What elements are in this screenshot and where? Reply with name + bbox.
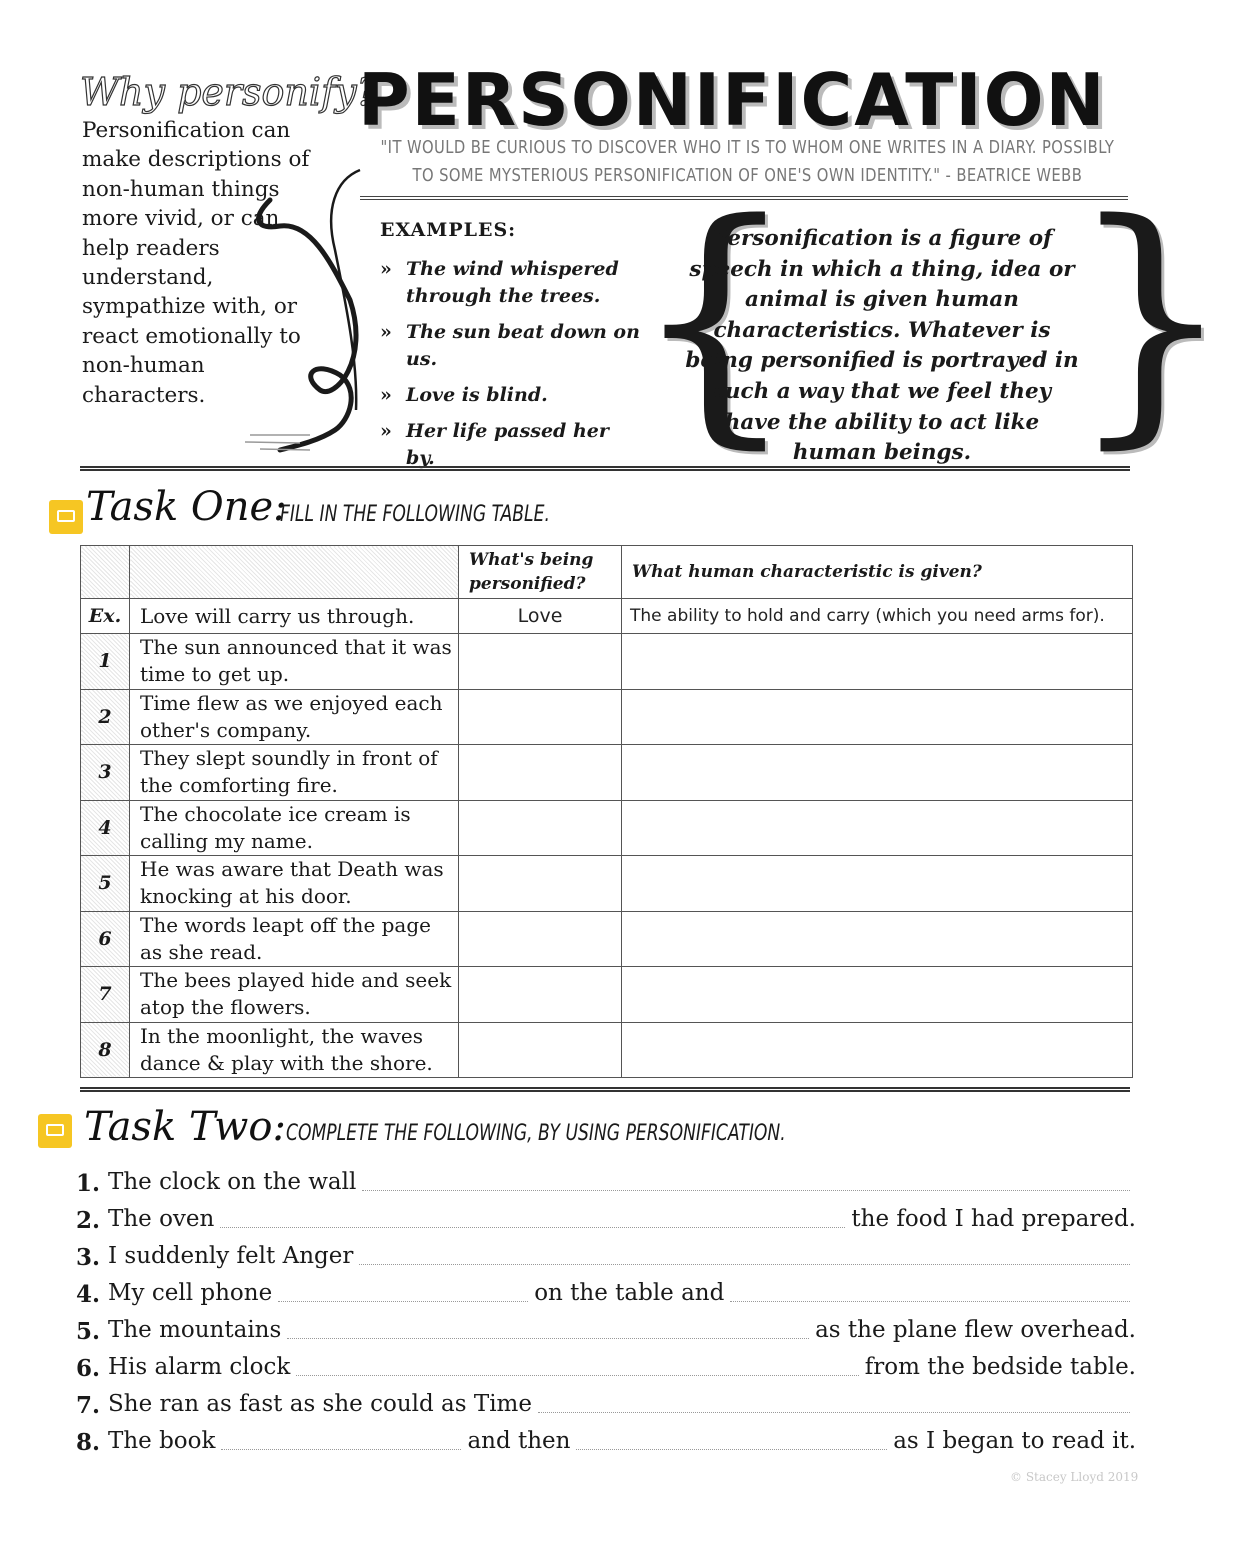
quote-line-2: TO SOME MYSTERIOUS PERSONIFICATION OF ONE'S OWN IDENTITY." - BEATRICE WEBB: [412, 165, 1083, 186]
answer-blank[interactable]: [359, 1263, 1130, 1265]
item-prompt: The mountains: [108, 1317, 282, 1343]
answer-cell-characteristic[interactable]: [622, 800, 1133, 856]
answer-cell-characteristic[interactable]: [622, 911, 1133, 967]
list-item: [76, 1419, 1136, 1456]
quote-line-1: "IT WOULD BE CURIOUS TO DISCOVER WHO IT IS TO WHOM ONE WRITES IN A DIARY. POSSIBLY: [380, 137, 1115, 158]
item-number: 2.: [76, 1207, 101, 1234]
comment-icon[interactable]: [49, 500, 83, 534]
section-divider: [80, 466, 1130, 471]
answer-cell-characteristic[interactable]: [622, 745, 1133, 801]
item-prompt: His alarm clock: [108, 1354, 291, 1380]
answer-blank[interactable]: [220, 1226, 845, 1228]
answer-cell-characteristic[interactable]: [622, 967, 1133, 1023]
answer-cell-characteristic[interactable]: [622, 856, 1133, 912]
row-sentence: Time flew as we enjoyed each other's company.: [130, 689, 459, 745]
item-middle: and then: [467, 1428, 571, 1454]
comment-icon[interactable]: [38, 1114, 72, 1148]
task-two-list: [76, 1160, 1136, 1456]
example-answer-personified: Love: [459, 599, 622, 634]
example-item: » The wind whispered through the trees.: [380, 256, 640, 310]
item-prompt: My cell phone: [108, 1280, 273, 1306]
task-one-table: [80, 545, 1133, 1078]
list-item: [76, 1234, 1136, 1271]
example-item: » Her life passed her by.: [380, 418, 640, 472]
row-number: 6: [81, 911, 130, 967]
list-item: [76, 1197, 1136, 1234]
row-sentence: The chocolate ice cream is calling my name.: [130, 800, 459, 856]
row-sentence: In the moonlight, the waves dance & play with the shore.: [130, 1022, 459, 1078]
answer-blank[interactable]: [278, 1300, 528, 1302]
table-row: [81, 800, 1133, 856]
item-prompt: I suddenly felt Anger: [108, 1243, 354, 1269]
task-two-instructions: COMPLETE THE FOLLOWING, BY USING PERSONIFICATION.: [286, 1121, 786, 1146]
table-row: [81, 745, 1133, 801]
copyright: © Stacey Lloyd 2019: [1010, 1470, 1139, 1484]
row-sentence: He was aware that Death was knocking at his door.: [130, 856, 459, 912]
item-prompt: The clock on the wall: [108, 1169, 357, 1195]
row-sentence: The bees played hide and seek atop the flowers.: [130, 967, 459, 1023]
table-row: [81, 856, 1133, 912]
answer-blank[interactable]: [576, 1448, 887, 1450]
item-prompt: She ran as fast as she could as Time: [108, 1391, 532, 1417]
list-item: [76, 1345, 1136, 1382]
page-title: PERSONIFICATION: [358, 58, 1107, 142]
task-one-instructions: FILL IN THE FOLLOWING TABLE.: [280, 502, 550, 527]
item-number: 3.: [76, 1244, 101, 1271]
row-sentence: The words leapt off the page as she read.: [130, 911, 459, 967]
definition-text: Personification is a figure of speech in which a thing, idea or animal is given human characteristics. Whatever is being personified is portrayed in such a way that we feel they have the ability to act like human beings.: [685, 226, 1079, 466]
answer-blank[interactable]: [362, 1189, 1130, 1191]
answer-cell-personified[interactable]: [459, 911, 622, 967]
answer-blank[interactable]: [221, 1448, 461, 1450]
answer-cell-personified[interactable]: [459, 856, 622, 912]
item-number: 6.: [76, 1355, 101, 1382]
item-ending: the food I had prepared.: [851, 1206, 1136, 1232]
table-row: [81, 911, 1133, 967]
item-ending: as the plane flew overhead.: [815, 1317, 1136, 1343]
examples-list: [380, 256, 640, 481]
item-ending: as I began to read it.: [893, 1428, 1136, 1454]
answer-cell-personified[interactable]: [459, 745, 622, 801]
answer-blank[interactable]: [287, 1337, 809, 1339]
item-prompt: The book: [108, 1428, 216, 1454]
right-brace-icon: }: [1068, 169, 1233, 471]
example-item: » Love is blind.: [380, 382, 640, 409]
row-sentence: The sun announced that it was time to get up.: [130, 634, 459, 690]
answer-cell-personified[interactable]: [459, 689, 622, 745]
item-middle: on the table and: [534, 1280, 725, 1306]
answer-cell-personified[interactable]: [459, 634, 622, 690]
table-row: [81, 689, 1133, 745]
item-number: 5.: [76, 1318, 101, 1345]
item-number: 7.: [76, 1392, 101, 1419]
list-item: [76, 1160, 1136, 1197]
row-number: 2: [81, 689, 130, 745]
left-brace-icon: {: [632, 169, 798, 471]
item-number: 1.: [76, 1170, 101, 1197]
item-number: 8.: [76, 1429, 101, 1456]
row-number: 1: [81, 634, 130, 690]
decorative-squiggle: [240, 160, 370, 470]
row-number: 5: [81, 856, 130, 912]
task-one-heading: Task One:: [86, 484, 287, 530]
header-cell: [81, 546, 130, 599]
example-item: » The sun beat down on us.: [380, 319, 640, 373]
item-prompt: The oven: [108, 1206, 215, 1232]
row-number: 3: [81, 745, 130, 801]
row-number: 7: [81, 967, 130, 1023]
why-personify-text: Personification can make descriptions of non-human things more vivid, or can help readers understand, sympathize with, or react emotionally to non-human characters.: [82, 118, 310, 408]
answer-cell-personified[interactable]: [459, 1022, 622, 1078]
table-row: [81, 634, 1133, 690]
table-row: [81, 1022, 1133, 1078]
section-divider: [80, 1087, 1130, 1092]
answer-blank[interactable]: [538, 1411, 1130, 1413]
column-header-characteristic: What human characteristic is given?: [622, 546, 1133, 599]
table-row: [81, 967, 1133, 1023]
item-number: 4.: [76, 1281, 101, 1308]
row-number: 4: [81, 800, 130, 856]
column-header-personified: What's being personified?: [459, 546, 622, 599]
list-item: [76, 1271, 1136, 1308]
item-ending: from the bedside table.: [864, 1354, 1136, 1380]
answer-blank[interactable]: [296, 1374, 858, 1376]
why-personify-heading: Why personify?: [80, 70, 377, 114]
answer-cell-personified[interactable]: [459, 967, 622, 1023]
answer-cell-characteristic[interactable]: [622, 634, 1133, 690]
answer-blank[interactable]: [730, 1300, 1130, 1302]
row-number: 8: [81, 1022, 130, 1078]
answer-cell-personified[interactable]: [459, 800, 622, 856]
example-answer-characteristic: The ability to hold and carry (which you need arms for).: [622, 599, 1133, 634]
example-sentence: Love will carry us through.: [130, 599, 459, 634]
row-sentence: They slept soundly in front of the comforting fire.: [130, 745, 459, 801]
task-two-heading: Task Two:: [84, 1104, 286, 1150]
answer-cell-characteristic[interactable]: [622, 689, 1133, 745]
example-label: Ex.: [81, 599, 130, 634]
list-item: [76, 1382, 1136, 1419]
header-cell: [130, 546, 459, 599]
answer-cell-characteristic[interactable]: [622, 1022, 1133, 1078]
examples-label: EXAMPLES:: [380, 219, 517, 241]
list-item: [76, 1308, 1136, 1345]
